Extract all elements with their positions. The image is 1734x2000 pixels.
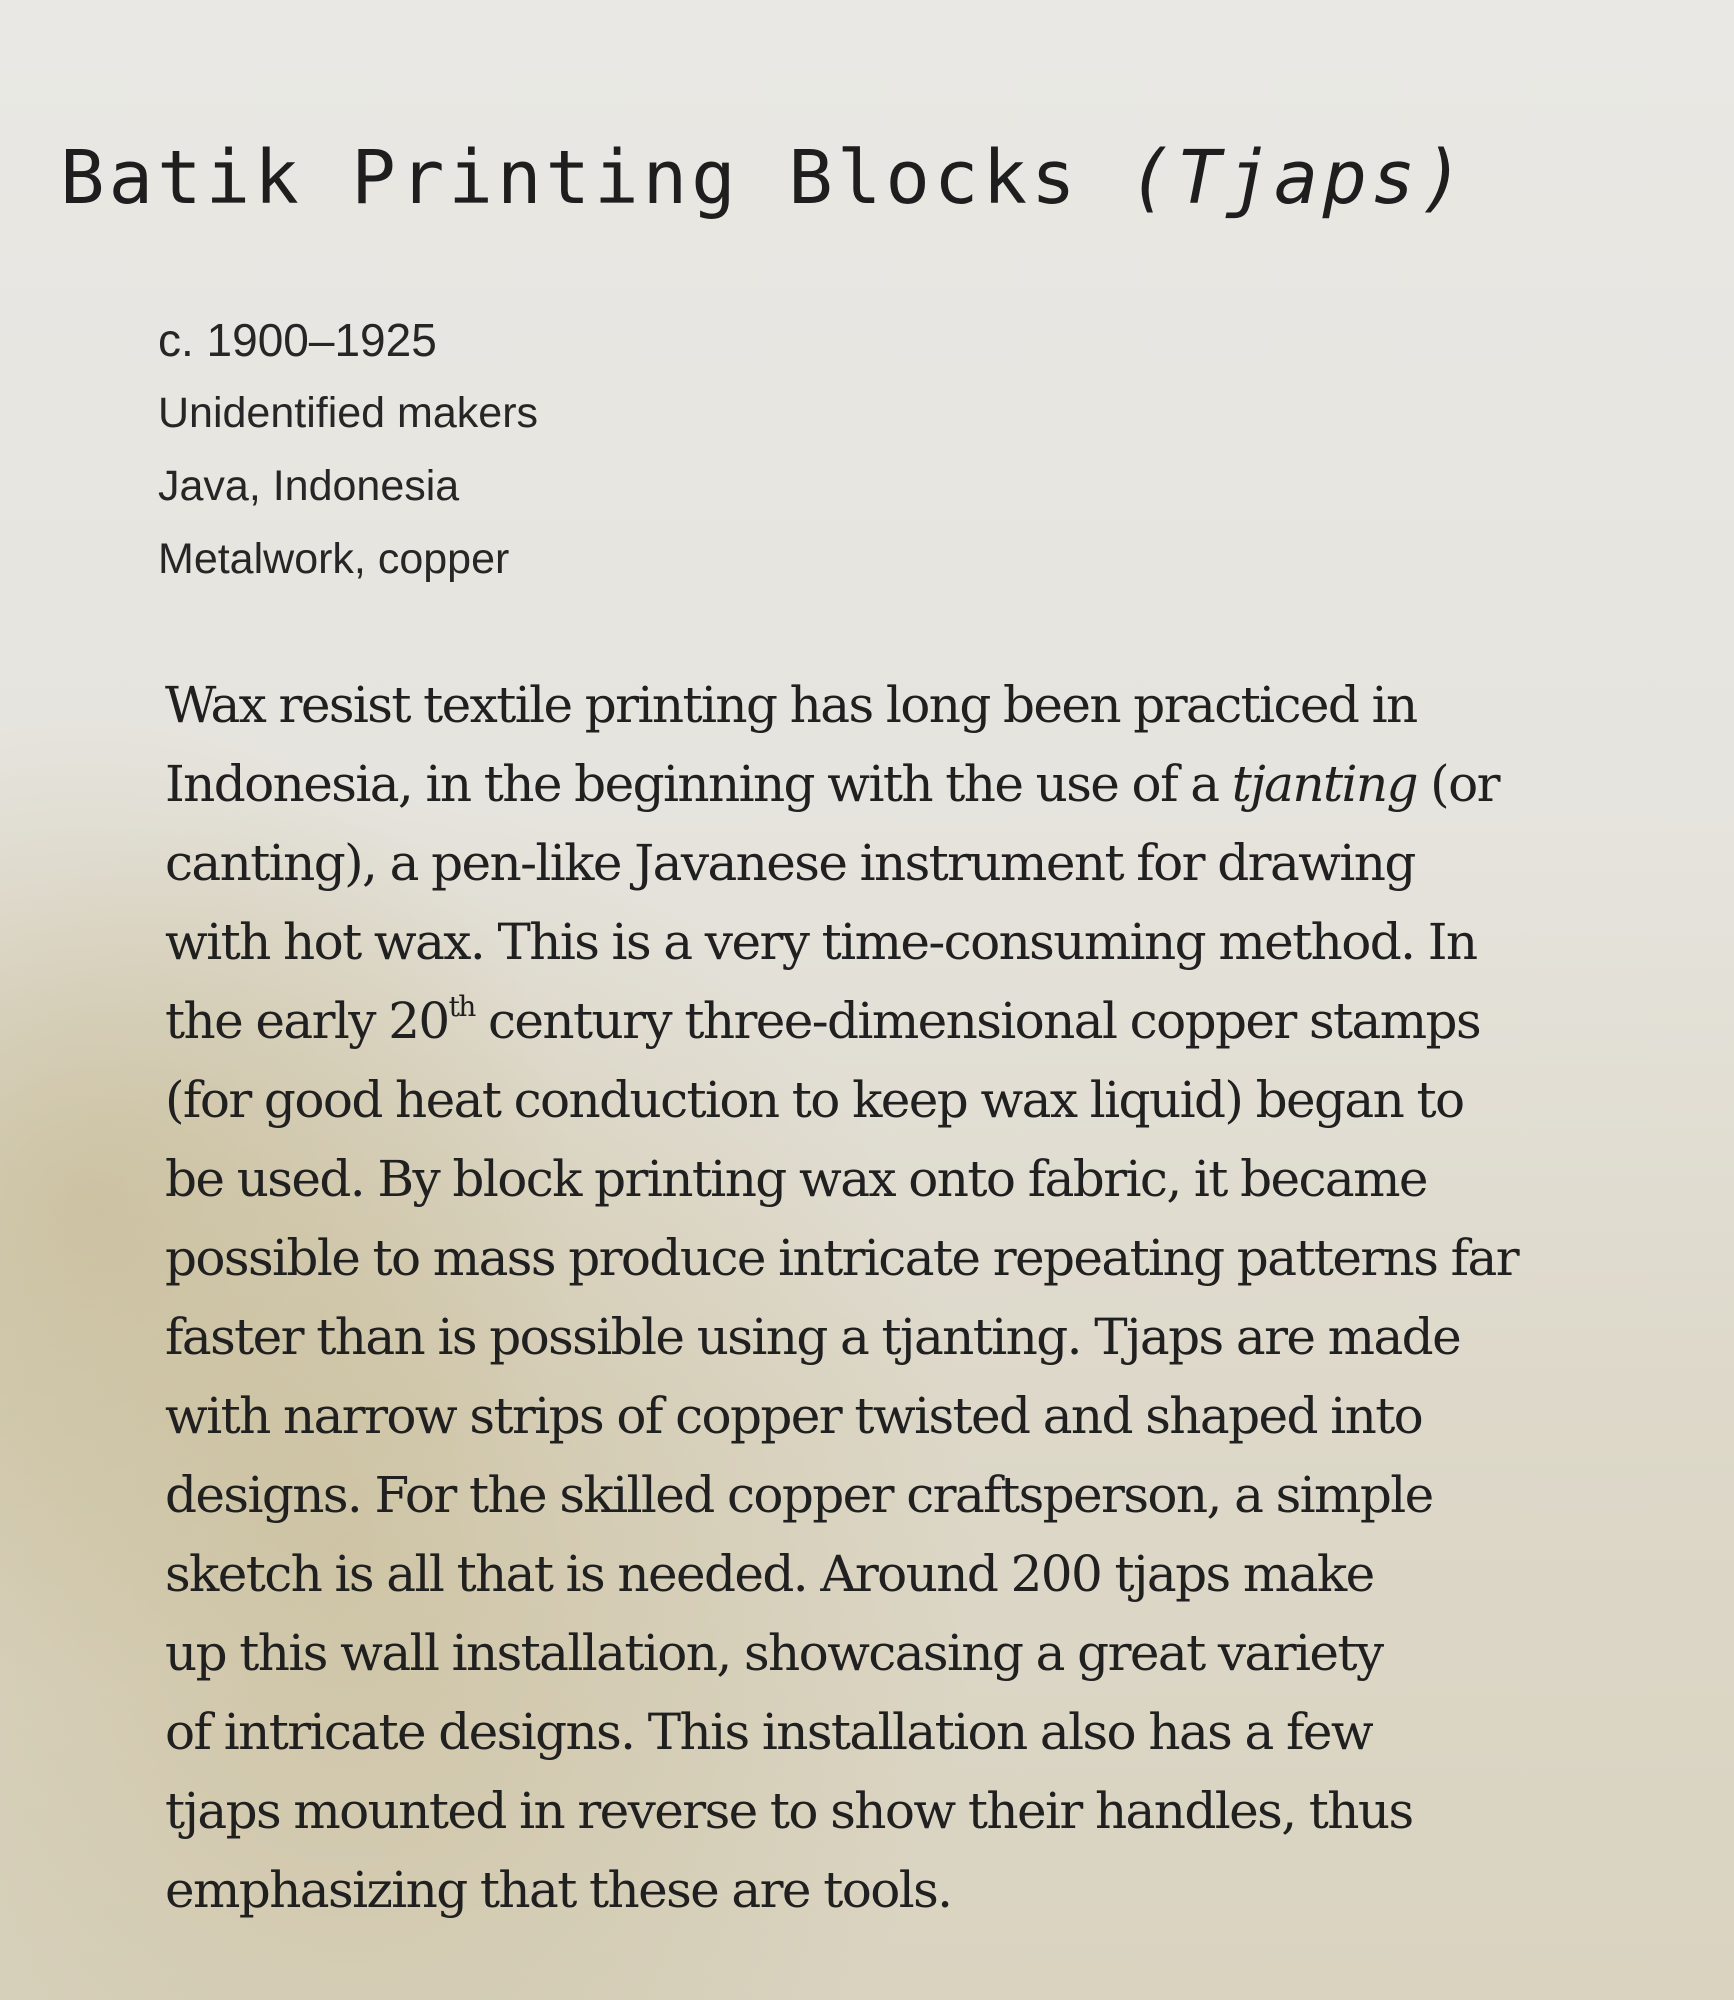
object-date: c. 1900–1925 — [158, 314, 437, 366]
description-line: Wax resist textile printing has long been practiced in — [165, 676, 1417, 734]
description-line: tjaps mounted in reverse to show their handles, thus — [165, 1782, 1413, 1840]
label-title — [60, 135, 1468, 221]
ordinal-superscript: th — [448, 990, 475, 1023]
description-line: possible to mass produce intricate repeating patterns far — [165, 1229, 1519, 1287]
label-description — [165, 666, 1645, 1930]
description-italic-term: tjanting — [1231, 755, 1417, 813]
title-main: Batik Printing Blocks — [60, 135, 1080, 221]
description-line: designs. For the skilled copper craftsperson, a simple — [165, 1466, 1433, 1524]
description-line: with hot wax. This is a very time-consuming method. In — [165, 913, 1477, 971]
object-medium: Metalwork, copper — [158, 535, 510, 583]
description-line: sketch is all that is needed. Around 200 tjaps make — [165, 1545, 1374, 1603]
description-text: the early 20 — [165, 992, 449, 1050]
object-metadata — [158, 304, 538, 596]
description-line: emphasizing that these are tools. — [165, 1861, 952, 1919]
object-place: Java, Indonesia — [158, 462, 460, 510]
description-line: with narrow strips of copper twisted and shaped into — [165, 1387, 1423, 1445]
description-line: up this wall installation, showcasing a great variety — [165, 1624, 1383, 1682]
title-parenthetical: (Tjaps) — [1128, 135, 1469, 221]
description-text: Indonesia, in the beginning with the use of a — [165, 755, 1232, 813]
description-line: of intricate designs. This installation also has a few — [165, 1703, 1373, 1761]
description-line: faster than is possible using a tjanting. Tjaps are made — [165, 1308, 1461, 1366]
object-maker: Unidentified makers — [158, 389, 539, 437]
description-text: (or — [1416, 755, 1499, 813]
description-line — [165, 982, 1645, 1061]
description-line: canting), a pen-like Javanese instrument for drawing — [165, 834, 1415, 892]
description-line — [165, 745, 1645, 824]
description-line: (for good heat conduction to keep wax liquid) began to — [165, 1071, 1464, 1129]
description-text: century three-dimensional copper stamps — [474, 992, 1481, 1050]
description-line: be used. By block printing wax onto fabric, it became — [165, 1150, 1427, 1208]
